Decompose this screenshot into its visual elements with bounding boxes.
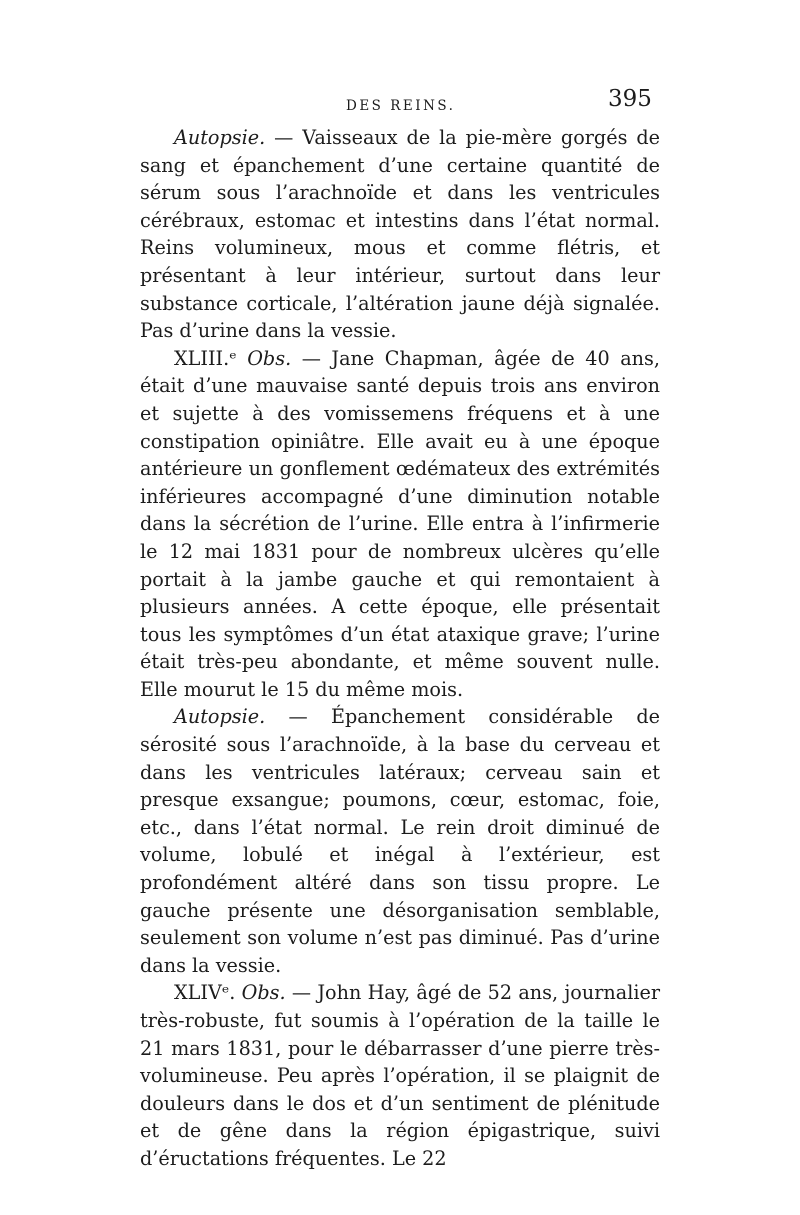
page-number: 395 xyxy=(608,86,652,112)
paragraph-text: — Vaisseaux de la pie-mère gorgés de sang et épanchement d’une certaine quantité de sérum sous l’arachnoïde et dans les ventricules cérébraux, estomac et intestins dans l’état normal. Reins volumineux, mous et comme flétris, et présentant à leur intérieur, surtout dans leur substance corticale, l’altération jaune déjà signalée. Pas d’urine dans la vessie. xyxy=(140,126,660,343)
paragraph-observation-43 xyxy=(140,345,660,704)
running-title: DES REINS. xyxy=(346,98,456,114)
paragraph-autopsy-1 xyxy=(140,124,660,345)
paragraph-lead: Obs. xyxy=(247,346,292,370)
running-header xyxy=(0,84,800,124)
paragraph-autopsy-2 xyxy=(140,703,660,979)
observation-number: XLIVᵉ. xyxy=(174,981,236,1005)
paragraph-observation-44 xyxy=(140,979,660,1172)
observation-number: XLIII.ᵉ xyxy=(174,346,237,370)
paragraph-lead: Autopsie. xyxy=(174,705,266,729)
paragraph-text: — John Hay, âgé de 52 ans, journalier très-robuste, fut soumis à l’opération de la taille le 21 mars 1831, pour le débarrasser d’une pierre très-volumineuse. Peu après l’opération, il se plaignit de douleurs dans le dos et d’un sentiment de plénitude et de gêne dans la région épigastrique, suivi d’éructations fréquentes. Le 22 xyxy=(140,981,660,1170)
paragraph-text: — Jane Chapman, âgée de 40 ans, était d’une mauvaise santé depuis trois ans environ et sujette à des vomissemens fréquens et à une constipation opiniâtre. Elle avait eu à une époque antérieure un gonflement œdémateux des extrémités inférieures accompagné d’une diminution notable dans la sécrétion de l’urine. Elle entra à l’infirmerie le 12 mai 1831 pour de nombreux ulcères qu’elle portait à la jambe gauche et qui remontaient à plusieurs années. A cette époque, elle présentait tous les symptômes d’un état ataxique grave; l’urine était très-peu abondante, et même souvent nulle. Elle mourut le 15 du même mois. xyxy=(140,346,660,701)
body-text xyxy=(140,124,660,1173)
paragraph-lead: Obs. xyxy=(241,981,286,1005)
paragraph-lead: Autopsie. xyxy=(174,126,266,149)
paragraph-text: — Épanchement considérable de sérosité sous l’arachnoïde, à la base du cerveau et dans les ventricules latéraux; cerveau sain et presque exsangue; poumons, cœur, estomac, foie, etc., dans l’état normal. Le rein droit diminué de volume, lobulé et inégal à l’extérieur, est profondément altéré dans son tissu propre. Le gauche présente une désorganisation semblable, seulement son volume n’est pas diminué. Pas d’urine dans la vessie. xyxy=(140,705,660,977)
